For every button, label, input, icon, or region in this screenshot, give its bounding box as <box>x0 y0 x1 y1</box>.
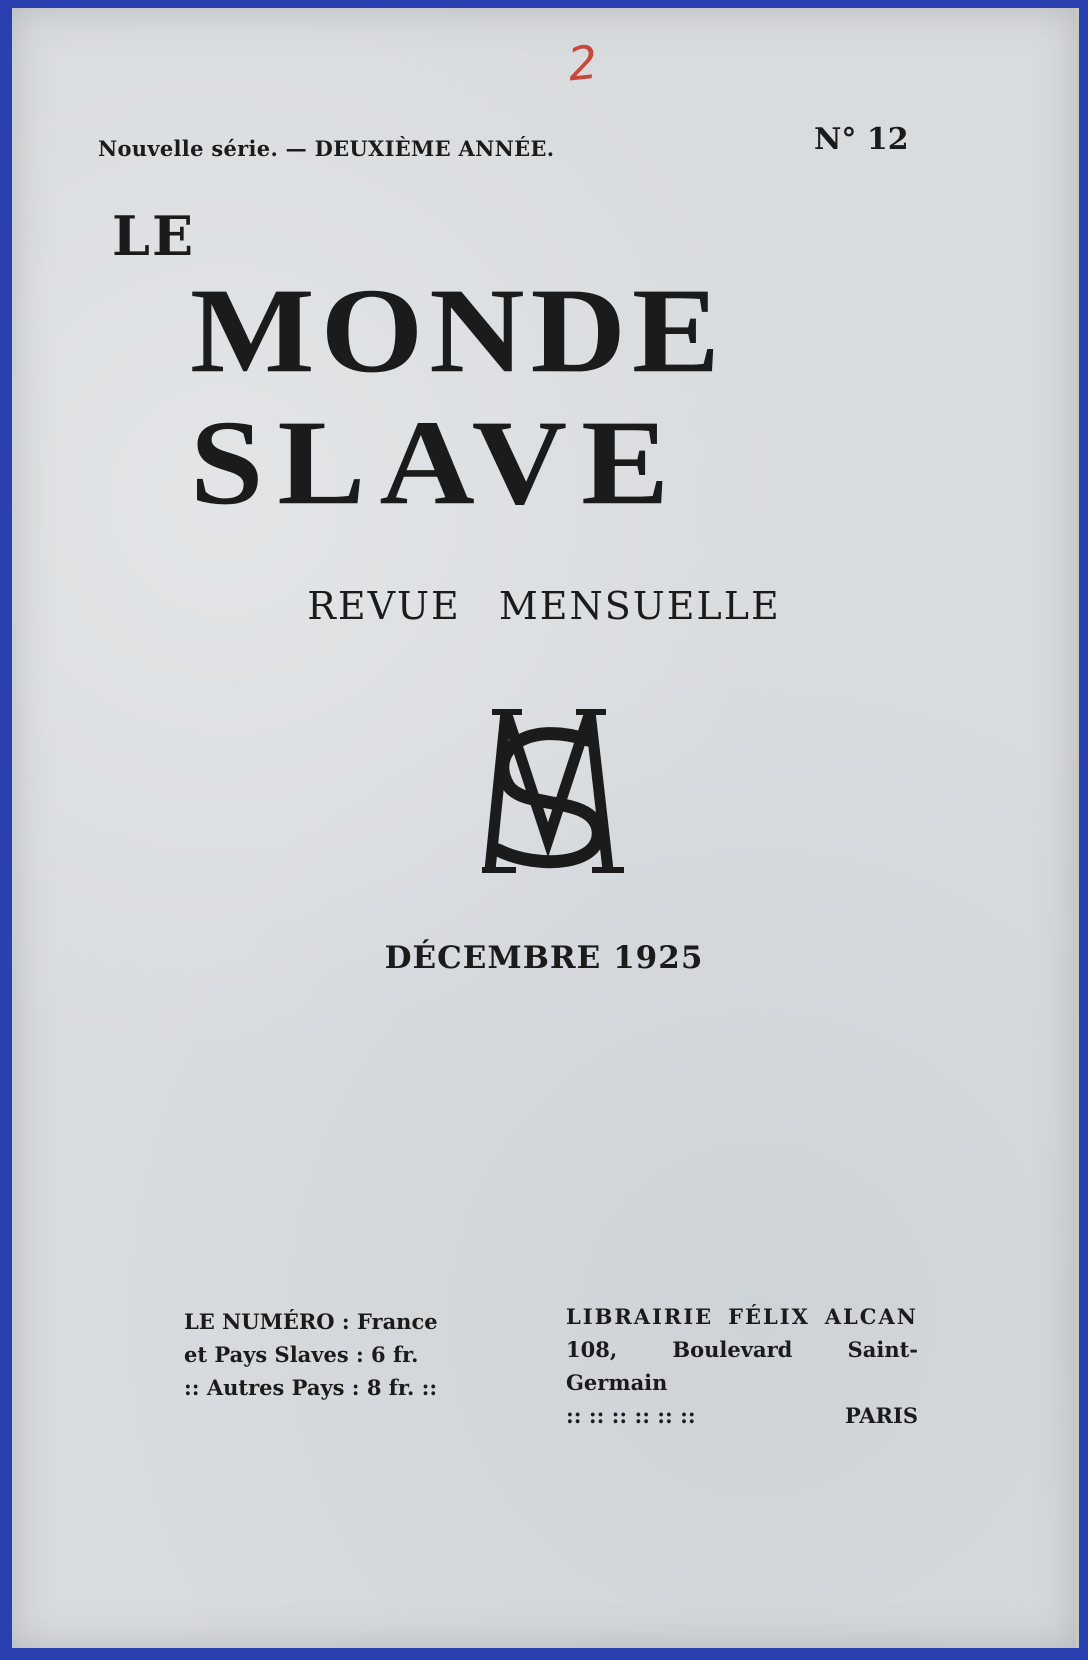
pricing-block <box>184 1305 438 1404</box>
issue-date: DÉCEMBRE 1925 <box>384 940 704 976</box>
handwritten-mark: 2 <box>565 34 601 92</box>
title-slave: SLAVE <box>190 394 684 530</box>
pricing-line: LE NUMÉRO : France <box>184 1309 438 1334</box>
series-line: Nouvelle série. — DEUXIÈME ANNÉE. <box>98 136 555 161</box>
publisher-block <box>566 1300 918 1432</box>
issue-number: N° 12 <box>814 122 909 157</box>
ms-monogram-icon <box>468 700 628 880</box>
publisher-city-line <box>566 1399 918 1432</box>
publisher-name: LIBRAIRIE FÉLIX ALCAN <box>566 1304 918 1329</box>
ornament: :: :: :: :: :: :: <box>566 1403 696 1428</box>
pricing-line: et Pays Slaves : 6 fr. <box>184 1342 419 1367</box>
publisher-address: 108, Boulevard Saint-Germain <box>566 1337 918 1395</box>
title-le: LE <box>112 204 196 268</box>
pricing-line: :: Autres Pays : 8 fr. :: <box>184 1375 438 1400</box>
subtitle: REVUE MENSUELLE <box>307 584 781 628</box>
title-monde: MONDE <box>190 262 726 398</box>
publisher-city: PARIS <box>845 1403 918 1428</box>
